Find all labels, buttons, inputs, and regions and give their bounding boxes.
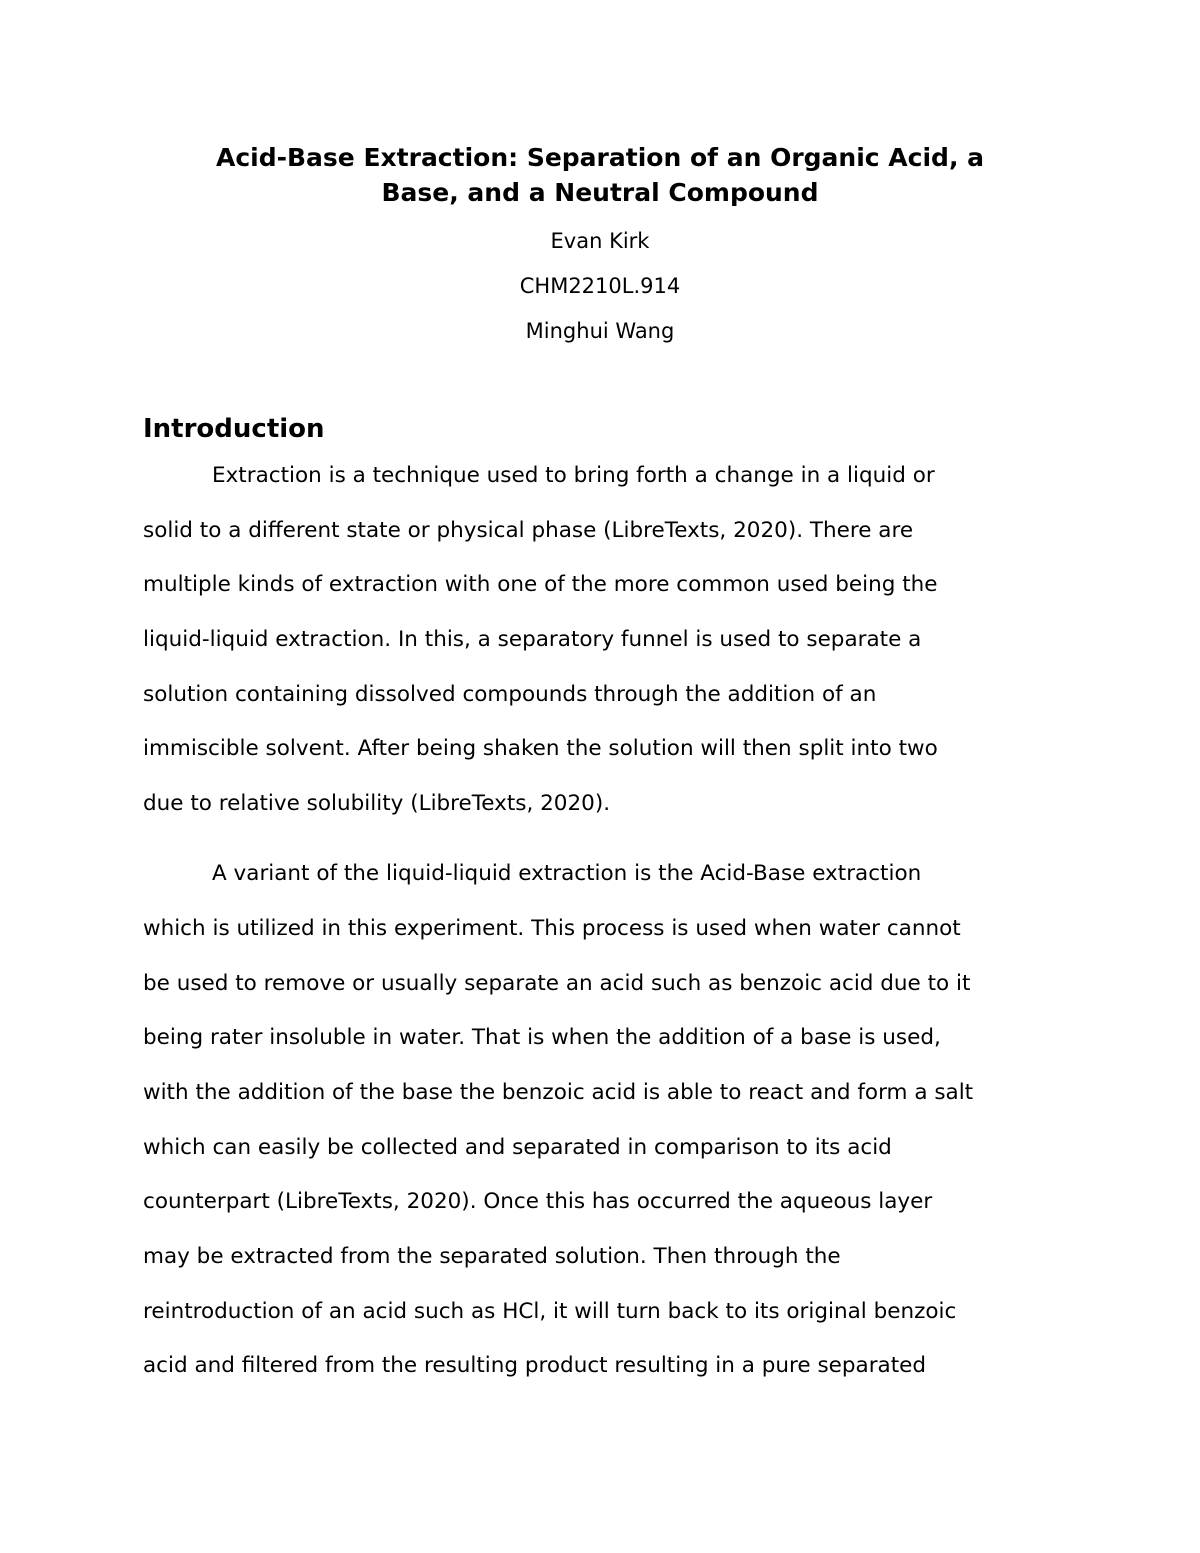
paragraph-line: with the addition of the base the benzoic acid is able to react and form a salt — [143, 1080, 974, 1105]
course-code: CHM2210L.914 — [519, 274, 681, 298]
paragraph-line: A variant of the liquid-liquid extraction is the Acid-Base extraction — [212, 861, 922, 886]
paragraph-line: being rater insoluble in water. That is when the addition of a base is used, — [143, 1025, 941, 1050]
document-title — [150, 140, 1050, 210]
paragraph-line: which can easily be collected and separated in comparison to its acid — [143, 1135, 892, 1160]
paragraph-line: may be extracted from the separated solution. Then through the — [143, 1244, 841, 1269]
paragraph-line: immiscible solvent. After being shaken the solution will then split into two — [143, 736, 938, 761]
paragraph-line: Extraction is a technique used to bring forth a change in a liquid or — [212, 463, 935, 488]
section-heading: Introduction — [143, 414, 325, 444]
paragraph-line: counterpart (LibreTexts, 2020). Once this has occurred the aqueous layer — [143, 1189, 933, 1214]
paragraph-line: due to relative solubility (LibreTexts, 2020). — [143, 791, 611, 816]
paragraph-line: multiple kinds of extraction with one of the more common used being the — [143, 572, 938, 597]
paragraph-line: which is utilized in this experiment. This process is used when water cannot — [143, 916, 961, 941]
title-line-1: Acid-Base Extraction: Separation of an Organic Acid, a — [215, 143, 985, 172]
paragraph-line: solution containing dissolved compounds through the addition of an — [143, 682, 877, 707]
paragraph-line: solid to a different state or physical phase (LibreTexts, 2020). There are — [143, 518, 914, 543]
instructor-name: Minghui Wang — [525, 319, 675, 343]
paragraph-line: be used to remove or usually separate an acid such as benzoic acid due to it — [143, 971, 971, 996]
paragraph-line: acid and filtered from the resulting product resulting in a pure separated — [143, 1353, 927, 1378]
author-name: Evan Kirk — [550, 229, 650, 253]
paragraph-line: liquid-liquid extraction. In this, a separatory funnel is used to separate a — [143, 627, 922, 652]
title-line-2: Base, and a Neutral Compound — [381, 178, 819, 207]
paragraph-line: reintroduction of an acid such as HCl, it will turn back to its original benzoic — [143, 1299, 957, 1324]
